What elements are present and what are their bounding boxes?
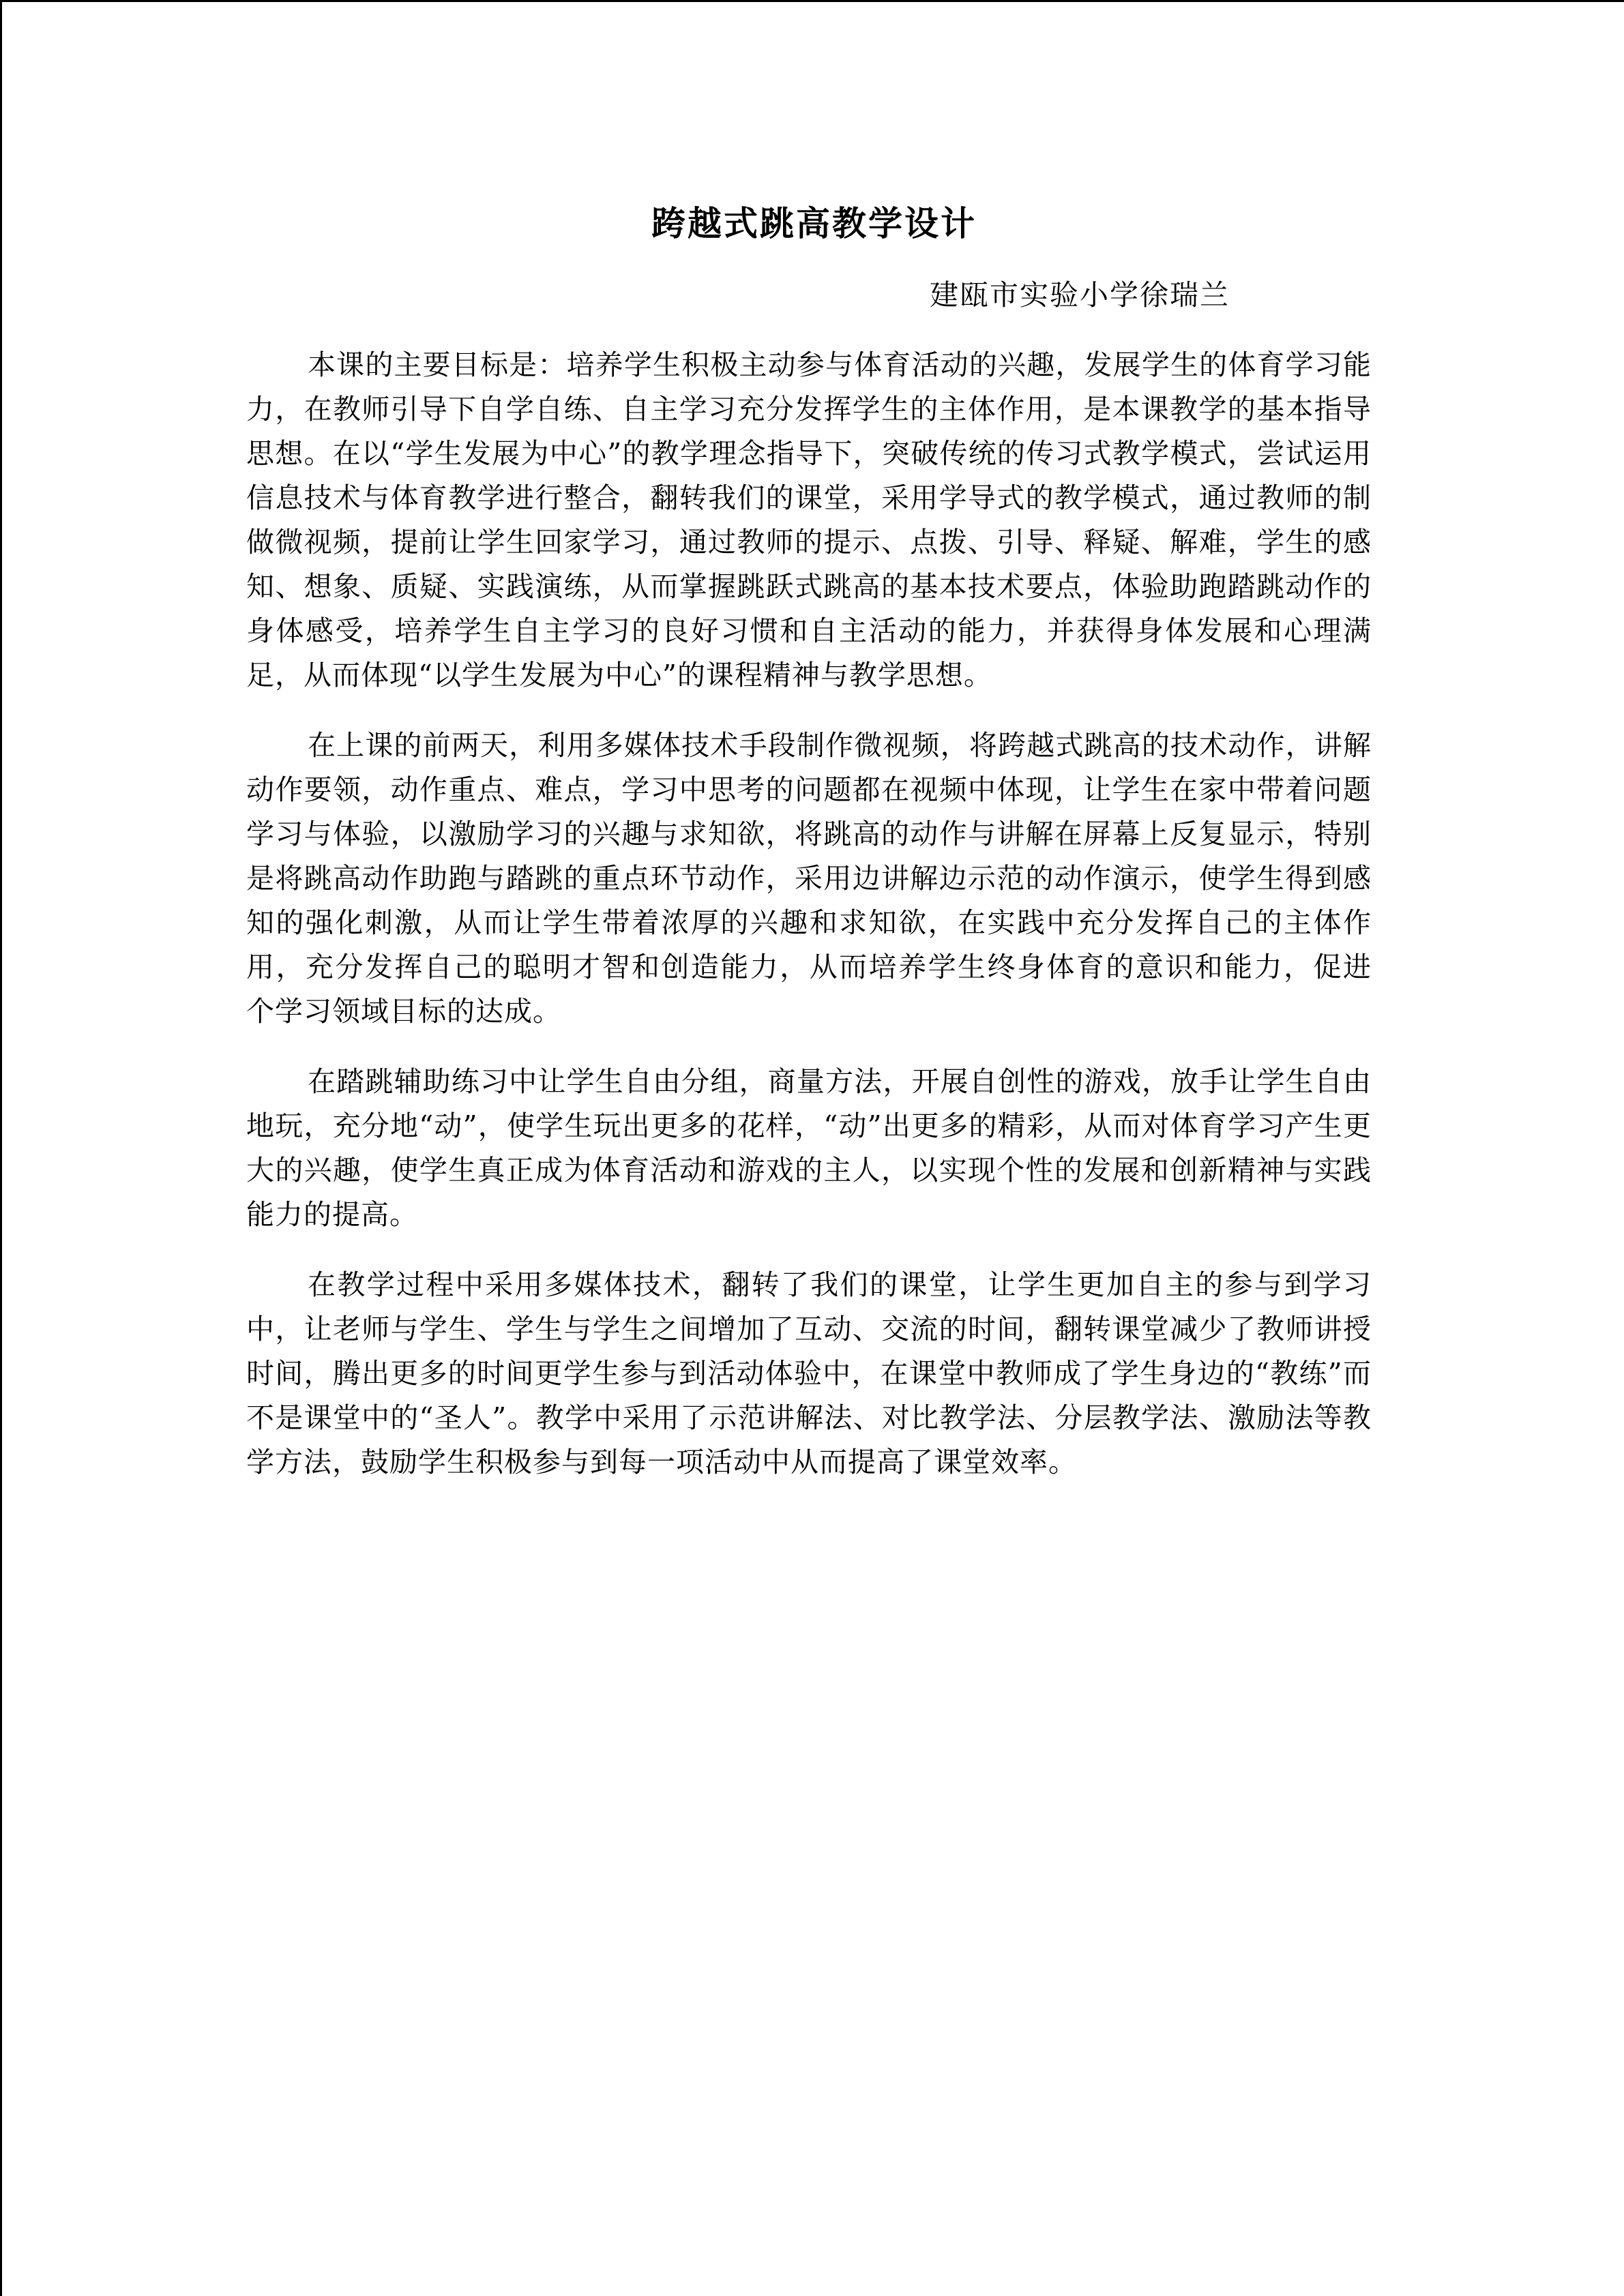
body-paragraph-1: 本课的主要目标是：培养学生积极主动参与体育活动的兴趣，发展学生的体育学习能力，在教师引导下自学自练、自主学习充分发挥学生的主体作用，是本课教学的基本指导思想。在以“学生发展为中心”的教学理念指导下，突破传统的传习式教学模式，尝试运用信息技术与体育教学进行整合，翻转我们的课堂，采用学导式的教学模式，通过教师的制做微视频，提前让学生回家学习，通过教师的提示、点拨、引导、释疑、解难，学生的感知、想象、质疑、实践演练，从而掌握跳跃式跳高的基本技术要点，体验助跑踏跳动作的身体感受，培养学生自主学习的良好习惯和自主活动的能力，并获得身体发展和心理满足，从而体现“以学生发展为中心”的课程精神与教学思想。 <box>246 348 1372 691</box>
body-paragraph-2: 在上课的前两天，利用多媒体技术手段制作微视频，将跨越式跳高的技术动作，讲解动作要领，动作重点、难点，学习中思考的问题都在视频中体现，让学生在家中带着问题学习与体验，以激励学习的兴趣与求知欲，将跳高的动作与讲解在屏幕上反复显示，特别是将跳高动作助跑与踏跳的重点环节动作，采用边讲解边示范的动作演示，使学生得到感知的强化刺激，从而让学生带着浓厚的兴趣和求知欲，在实践中充分发挥自己的主体作用，充分发挥自己的聪明才智和创造能力，从而培养学生终身体育的意识和能力，促进 个学习领域目标的达成。 <box>246 729 1372 1028</box>
document-author: 建瓯市实验小学徐瑞兰 <box>929 278 1230 312</box>
body-paragraph-3: 在踏跳辅助练习中让学生自由分组，商量方法，开展自创性的游戏，放手让学生自由地玩，充分地“动”，使学生玩出更多的花样，“动”出更多的精彩，从而对体育学习产生更大的兴趣，使学生真正成为体育活动和游戏的主人，以实现个性的发展和创新精神与实践能力的提高。 <box>246 1065 1372 1231</box>
document-body <box>246 343 1372 1510</box>
document-title: 跨越式跳高教学设计 <box>651 203 977 243</box>
body-paragraph-4: 在教学过程中采用多媒体技术，翻转了我们的课堂，让学生更加自主的参与到学习中，让老师与学生、学生与学生之间增加了互动、交流的时间，翻转课堂减少了教师讲授时间，腾出更多的时间更学生参与到活动体验中，在课堂中教师成了学生身边的“教练”而不是课堂中的“圣人”。教学中采用了示范讲解法、对比教学法、分层教学法、激励法等教学方法，鼓励学生积极参与到每一项活动中从而提高了课堂效率。 <box>246 1268 1372 1478</box>
